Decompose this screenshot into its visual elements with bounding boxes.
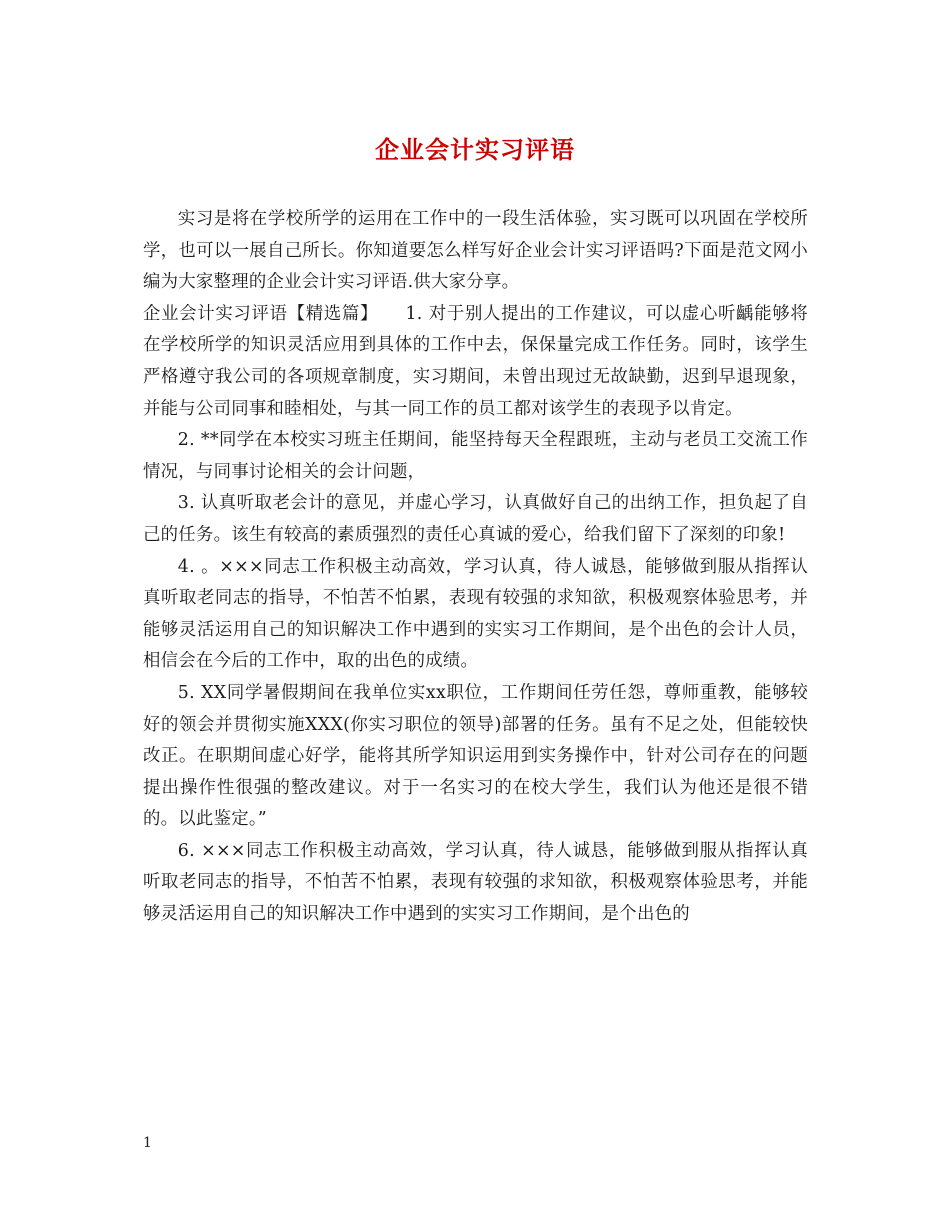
- page-number: 1: [143, 1135, 152, 1151]
- document-body: [143, 204, 808, 931]
- item-2-paragraph: 2. **同学在本校实习班主任期间，能坚持每天全程跟班，主动与老员工交流工作情况，与同事讨论相关的会计问题，: [143, 430, 808, 482]
- intro-paragraph: 实习是将在学校所学的运用在工作中的一段生活体验，实习既可以巩固在学校所学，也可以一展自己所长。你知道要怎么样写好企业会计实习评语吗?下面是范文网小编为大家整理的企业会计实习评语.供大家分享。: [143, 209, 808, 293]
- section-heading-item-1: 企业会计实习评语【精选篇】 1. 对于别人提出的工作建议，可以虚心听齲能够将在学校所学的知识灵活应用到具体的工作中去，保保量完成工作任务。同时，该学生严格遵守我公司的各项规章制度，实习期间，未曾出现过无故缺勤，迟到早退现象，并能与公司同事和睦相处，与其一同工作的员工都对该学生的表现予以肯定。: [143, 303, 808, 419]
- item-3-paragraph: 3. 认真听取老会计的意见，并虚心学习，认真做好自己的出纳工作，担负起了自己的任务。该生有较高的素质强烈的责任心真诚的爱心，给我们留下了深刻的印象!: [143, 493, 808, 545]
- item-6-paragraph: 6. ×××同志工作积极主动高效，学习认真，待人诚恳，能够做到服从指挥认真听取老同志的指导，不怕苦不怕累，表现有较强的求知欲，积极观察体验思考，并能够灵活运用自己的知识解决工作中遇到的实实习工作期间，是个出色的: [143, 840, 808, 925]
- document-title: 企业会计实习评语: [375, 135, 575, 164]
- item-4-paragraph: 4. 。×××同志工作积极主动高效，学习认真，待人诚恳，能够做到服从指挥认真听取老同志的指导，不怕苦不怕累，表现有较强的求知欲，积极观察体验思考，并能够灵活运用自己的知识解决工作中遇到的实实习工作期间，是个出色的会计人员，相信会在今后的工作中，取的出色的成绩。: [143, 556, 808, 672]
- item-5-paragraph: 5. XX同学暑假期间在我单位实xx职位，工作期间任劳任怨，尊师重教，能够较好的领会并贯彻实施XXX(你实习职位的领导)部署的任务。虽有不足之处，但能较快改正。在职期间虚心好学，能将其所学知识运用到实务操作中，针对公司存在的问题提出操作性很强的整改建议。对于一名实习的在校大学生，我们认为他还是很不错的。以此鉴定。”: [143, 682, 808, 830]
